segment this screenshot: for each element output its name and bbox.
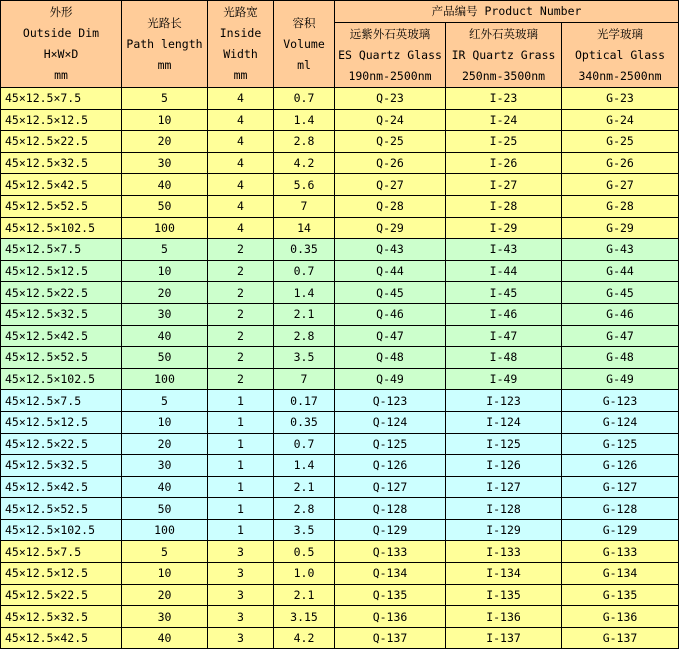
header-ir-range: 250nm-3500nm bbox=[461, 68, 546, 83]
header-dim-hwd: H×W×D bbox=[43, 47, 79, 61]
cell-optical-glass-number: G-123 bbox=[562, 390, 678, 411]
cell-outside-dim: 45×12.5×12.5 bbox=[1, 261, 121, 282]
cell-path-length: 10 bbox=[122, 412, 207, 433]
cell-volume: 0.17 bbox=[274, 390, 334, 411]
cell-inside-width: 1 bbox=[208, 520, 273, 541]
cell-path-length: 30 bbox=[122, 606, 207, 627]
cell-path-length: 100 bbox=[122, 520, 207, 541]
cell-es-quartz-number: Q-43 bbox=[335, 239, 445, 260]
table-row bbox=[1, 390, 678, 411]
cell-es-quartz-number: Q-129 bbox=[335, 520, 445, 541]
cell-outside-dim: 45×12.5×22.5 bbox=[1, 585, 121, 606]
header-ir-cn: 红外石英玻璃 bbox=[469, 26, 538, 41]
table-row bbox=[1, 261, 678, 282]
header-path-cn: 光路长 bbox=[147, 15, 182, 30]
header-outside-dim bbox=[1, 1, 121, 87]
table-row bbox=[1, 585, 678, 606]
table-row bbox=[1, 477, 678, 498]
cell-inside-width: 4 bbox=[208, 88, 273, 109]
table-row bbox=[1, 282, 678, 303]
cell-inside-width: 4 bbox=[208, 131, 273, 152]
cell-inside-width: 2 bbox=[208, 261, 273, 282]
cell-outside-dim: 45×12.5×32.5 bbox=[1, 606, 121, 627]
header-volume-en: Volume bbox=[283, 36, 325, 51]
cell-ir-quartz-number: I-124 bbox=[446, 412, 561, 433]
table-row bbox=[1, 131, 678, 152]
table-row bbox=[1, 606, 678, 627]
cell-path-length: 20 bbox=[122, 131, 207, 152]
table-row bbox=[1, 196, 678, 217]
cell-optical-glass-number: G-44 bbox=[562, 261, 678, 282]
cell-outside-dim: 45×12.5×22.5 bbox=[1, 434, 121, 455]
cell-inside-width: 2 bbox=[208, 239, 273, 260]
header-es-quartz bbox=[335, 23, 445, 87]
table-row bbox=[1, 541, 678, 562]
cell-volume: 1.4 bbox=[274, 110, 334, 131]
cell-path-length: 40 bbox=[122, 326, 207, 347]
cell-ir-quartz-number: I-49 bbox=[446, 369, 561, 390]
cell-optical-glass-number: G-45 bbox=[562, 282, 678, 303]
cell-optical-glass-number: G-29 bbox=[562, 218, 678, 239]
cell-optical-glass-number: G-126 bbox=[562, 455, 678, 476]
cell-path-length: 20 bbox=[122, 282, 207, 303]
cell-volume: 1.4 bbox=[274, 455, 334, 476]
cell-path-length: 100 bbox=[122, 369, 207, 390]
cell-path-length: 10 bbox=[122, 110, 207, 131]
table-row bbox=[1, 498, 678, 519]
cell-outside-dim: 45×12.5×12.5 bbox=[1, 110, 121, 131]
cell-es-quartz-number: Q-126 bbox=[335, 455, 445, 476]
cell-optical-glass-number: G-24 bbox=[562, 110, 678, 131]
cell-ir-quartz-number: I-137 bbox=[446, 628, 561, 649]
cell-es-quartz-number: Q-49 bbox=[335, 369, 445, 390]
cell-path-length: 30 bbox=[122, 455, 207, 476]
cell-es-quartz-number: Q-128 bbox=[335, 498, 445, 519]
table-row bbox=[1, 239, 678, 260]
cell-ir-quartz-number: I-45 bbox=[446, 282, 561, 303]
header-optical-glass bbox=[562, 23, 678, 87]
cell-outside-dim: 45×12.5×12.5 bbox=[1, 412, 121, 433]
table-row bbox=[1, 174, 678, 195]
table-row bbox=[1, 563, 678, 584]
cell-inside-width: 2 bbox=[208, 347, 273, 368]
cell-ir-quartz-number: I-27 bbox=[446, 174, 561, 195]
cell-ir-quartz-number: I-26 bbox=[446, 153, 561, 174]
cell-ir-quartz-number: I-127 bbox=[446, 477, 561, 498]
cell-path-length: 5 bbox=[122, 390, 207, 411]
cell-volume: 3.5 bbox=[274, 347, 334, 368]
cell-inside-width: 1 bbox=[208, 390, 273, 411]
cell-optical-glass-number: G-128 bbox=[562, 498, 678, 519]
cell-volume: 14 bbox=[274, 218, 334, 239]
cell-outside-dim: 45×12.5×22.5 bbox=[1, 282, 121, 303]
cell-es-quartz-number: Q-134 bbox=[335, 563, 445, 584]
cell-outside-dim: 45×12.5×52.5 bbox=[1, 498, 121, 519]
cell-optical-glass-number: G-49 bbox=[562, 369, 678, 390]
cell-inside-width: 2 bbox=[208, 326, 273, 347]
cell-outside-dim: 45×12.5×52.5 bbox=[1, 196, 121, 217]
cell-volume: 3.15 bbox=[274, 606, 334, 627]
cell-volume: 0.5 bbox=[274, 541, 334, 562]
cell-inside-width: 3 bbox=[208, 606, 273, 627]
cell-outside-dim: 45×12.5×102.5 bbox=[1, 218, 121, 239]
cell-es-quartz-number: Q-29 bbox=[335, 218, 445, 239]
cell-outside-dim: 45×12.5×7.5 bbox=[1, 390, 121, 411]
cell-ir-quartz-number: I-23 bbox=[446, 88, 561, 109]
cell-ir-quartz-number: I-48 bbox=[446, 347, 561, 368]
cell-path-length: 20 bbox=[122, 585, 207, 606]
cell-ir-quartz-number: I-133 bbox=[446, 541, 561, 562]
cell-path-length: 30 bbox=[122, 153, 207, 174]
cell-es-quartz-number: Q-136 bbox=[335, 606, 445, 627]
table-row bbox=[1, 628, 678, 649]
cell-inside-width: 3 bbox=[208, 628, 273, 649]
header-optical-cn: 光学玻璃 bbox=[597, 26, 643, 41]
cell-outside-dim: 45×12.5×32.5 bbox=[1, 455, 121, 476]
cell-path-length: 40 bbox=[122, 174, 207, 195]
cell-outside-dim: 45×12.5×7.5 bbox=[1, 541, 121, 562]
cell-ir-quartz-number: I-129 bbox=[446, 520, 561, 541]
cell-es-quartz-number: Q-46 bbox=[335, 304, 445, 325]
cell-es-quartz-number: Q-23 bbox=[335, 88, 445, 109]
cell-optical-glass-number: G-23 bbox=[562, 88, 678, 109]
cell-ir-quartz-number: I-128 bbox=[446, 498, 561, 519]
cell-outside-dim: 45×12.5×42.5 bbox=[1, 477, 121, 498]
cell-ir-quartz-number: I-43 bbox=[446, 239, 561, 260]
cell-inside-width: 4 bbox=[208, 196, 273, 217]
cell-es-quartz-number: Q-24 bbox=[335, 110, 445, 131]
cell-es-quartz-number: Q-28 bbox=[335, 196, 445, 217]
cell-path-length: 30 bbox=[122, 304, 207, 325]
cell-optical-glass-number: G-48 bbox=[562, 347, 678, 368]
header-inside-cn: 光路宽 bbox=[223, 5, 258, 19]
cell-es-quartz-number: Q-137 bbox=[335, 628, 445, 649]
table-row bbox=[1, 218, 678, 239]
cell-volume: 1.4 bbox=[274, 282, 334, 303]
cell-inside-width: 4 bbox=[208, 153, 273, 174]
cell-outside-dim: 45×12.5×42.5 bbox=[1, 326, 121, 347]
cell-es-quartz-number: Q-44 bbox=[335, 261, 445, 282]
cell-es-quartz-number: Q-124 bbox=[335, 412, 445, 433]
cell-ir-quartz-number: I-24 bbox=[446, 110, 561, 131]
cell-outside-dim: 45×12.5×12.5 bbox=[1, 563, 121, 584]
header-optical-en: Optical Glass bbox=[575, 47, 666, 62]
cell-es-quartz-number: Q-48 bbox=[335, 347, 445, 368]
cell-inside-width: 1 bbox=[208, 477, 273, 498]
cell-path-length: 5 bbox=[122, 88, 207, 109]
cell-path-length: 5 bbox=[122, 541, 207, 562]
table-row bbox=[1, 153, 678, 174]
cell-inside-width: 4 bbox=[208, 110, 273, 131]
cell-es-quartz-number: Q-125 bbox=[335, 434, 445, 455]
cell-optical-glass-number: G-133 bbox=[562, 541, 678, 562]
cell-optical-glass-number: G-125 bbox=[562, 434, 678, 455]
cell-inside-width: 4 bbox=[208, 218, 273, 239]
cell-volume: 5.6 bbox=[274, 174, 334, 195]
table-row bbox=[1, 326, 678, 347]
cell-volume: 0.7 bbox=[274, 434, 334, 455]
header-volume-cn: 容积 bbox=[292, 15, 316, 30]
header-inside-width bbox=[208, 1, 273, 87]
cell-volume: 0.7 bbox=[274, 88, 334, 109]
header-path-unit: mm bbox=[157, 57, 172, 72]
table-row bbox=[1, 412, 678, 433]
cell-ir-quartz-number: I-125 bbox=[446, 434, 561, 455]
cell-volume: 7 bbox=[274, 369, 334, 390]
cell-outside-dim: 45×12.5×42.5 bbox=[1, 174, 121, 195]
table-row bbox=[1, 347, 678, 368]
table-row bbox=[1, 369, 678, 390]
table-row bbox=[1, 434, 678, 455]
cell-es-quartz-number: Q-133 bbox=[335, 541, 445, 562]
cell-path-length: 40 bbox=[122, 477, 207, 498]
header-path-length bbox=[122, 1, 207, 87]
header-ir-en: IR Quartz Grass bbox=[451, 47, 556, 62]
cell-ir-quartz-number: I-46 bbox=[446, 304, 561, 325]
cell-optical-glass-number: G-26 bbox=[562, 153, 678, 174]
cell-ir-quartz-number: I-126 bbox=[446, 455, 561, 476]
cell-path-length: 10 bbox=[122, 563, 207, 584]
cell-volume: 0.35 bbox=[274, 412, 334, 433]
cell-volume: 0.7 bbox=[274, 261, 334, 282]
cell-optical-glass-number: G-134 bbox=[562, 563, 678, 584]
cell-optical-glass-number: G-27 bbox=[562, 174, 678, 195]
cell-path-length: 50 bbox=[122, 196, 207, 217]
cell-volume: 2.1 bbox=[274, 304, 334, 325]
cell-outside-dim: 45×12.5×32.5 bbox=[1, 304, 121, 325]
cell-inside-width: 4 bbox=[208, 174, 273, 195]
cell-inside-width: 1 bbox=[208, 412, 273, 433]
header-volume bbox=[274, 1, 334, 87]
cell-es-quartz-number: Q-123 bbox=[335, 390, 445, 411]
header-ir-quartz bbox=[446, 23, 561, 87]
cell-path-length: 10 bbox=[122, 261, 207, 282]
table-row bbox=[1, 520, 678, 541]
cell-volume: 2.8 bbox=[274, 131, 334, 152]
cell-optical-glass-number: G-135 bbox=[562, 585, 678, 606]
cell-ir-quartz-number: I-123 bbox=[446, 390, 561, 411]
cell-optical-glass-number: G-127 bbox=[562, 477, 678, 498]
cell-ir-quartz-number: I-44 bbox=[446, 261, 561, 282]
cell-path-length: 40 bbox=[122, 628, 207, 649]
cell-volume: 1.0 bbox=[274, 563, 334, 584]
cell-path-length: 5 bbox=[122, 239, 207, 260]
header-optical-range: 340nm-2500nm bbox=[578, 68, 662, 83]
cell-volume: 7 bbox=[274, 196, 334, 217]
cell-outside-dim: 45×12.5×102.5 bbox=[1, 369, 121, 390]
cell-es-quartz-number: Q-47 bbox=[335, 326, 445, 347]
cell-volume: 4.2 bbox=[274, 628, 334, 649]
cell-volume: 2.1 bbox=[274, 585, 334, 606]
cell-volume: 0.35 bbox=[274, 239, 334, 260]
cell-es-quartz-number: Q-26 bbox=[335, 153, 445, 174]
cell-inside-width: 2 bbox=[208, 369, 273, 390]
cell-outside-dim: 45×12.5×7.5 bbox=[1, 239, 121, 260]
cell-ir-quartz-number: I-28 bbox=[446, 196, 561, 217]
cell-path-length: 20 bbox=[122, 434, 207, 455]
cell-optical-glass-number: G-129 bbox=[562, 520, 678, 541]
cell-optical-glass-number: G-136 bbox=[562, 606, 678, 627]
header-es-en: ES Quartz Glass bbox=[338, 47, 442, 62]
cell-inside-width: 2 bbox=[208, 304, 273, 325]
cell-outside-dim: 45×12.5×7.5 bbox=[1, 88, 121, 109]
cell-outside-dim: 45×12.5×42.5 bbox=[1, 628, 121, 649]
cell-inside-width: 1 bbox=[208, 498, 273, 519]
cell-ir-quartz-number: I-135 bbox=[446, 585, 561, 606]
cell-inside-width: 1 bbox=[208, 455, 273, 476]
cell-optical-glass-number: G-43 bbox=[562, 239, 678, 260]
header-inside-en: Inside bbox=[219, 26, 262, 40]
cell-ir-quartz-number: I-29 bbox=[446, 218, 561, 239]
table-row bbox=[1, 304, 678, 325]
cell-optical-glass-number: G-25 bbox=[562, 131, 678, 152]
header-dim-en: Outside Dim bbox=[22, 26, 100, 40]
table-body bbox=[1, 88, 678, 648]
cell-es-quartz-number: Q-135 bbox=[335, 585, 445, 606]
cell-optical-glass-number: G-124 bbox=[562, 412, 678, 433]
cell-ir-quartz-number: I-134 bbox=[446, 563, 561, 584]
header-es-range: 190nm-2500nm bbox=[348, 68, 432, 83]
cell-outside-dim: 45×12.5×32.5 bbox=[1, 153, 121, 174]
cell-outside-dim: 45×12.5×52.5 bbox=[1, 347, 121, 368]
header-dim-unit: mm bbox=[54, 68, 68, 82]
cell-volume: 2.8 bbox=[274, 498, 334, 519]
cell-outside-dim: 45×12.5×22.5 bbox=[1, 131, 121, 152]
cell-optical-glass-number: G-28 bbox=[562, 196, 678, 217]
cell-optical-glass-number: G-47 bbox=[562, 326, 678, 347]
cell-volume: 3.5 bbox=[274, 520, 334, 541]
table-row bbox=[1, 88, 678, 109]
header-path-en: Path length bbox=[126, 36, 203, 51]
header-es-cn: 远紫外石英玻璃 bbox=[349, 26, 431, 41]
cell-ir-quartz-number: I-47 bbox=[446, 326, 561, 347]
header-product-number: 产品编号 Product Number bbox=[335, 1, 678, 22]
cell-path-length: 100 bbox=[122, 218, 207, 239]
header-width-en: Width bbox=[223, 47, 258, 61]
cell-inside-width: 1 bbox=[208, 434, 273, 455]
header-volume-unit: ml bbox=[297, 57, 311, 72]
cell-optical-glass-number: G-137 bbox=[562, 628, 678, 649]
cell-optical-glass-number: G-46 bbox=[562, 304, 678, 325]
cell-inside-width: 2 bbox=[208, 282, 273, 303]
cell-es-quartz-number: Q-25 bbox=[335, 131, 445, 152]
cell-inside-width: 3 bbox=[208, 563, 273, 584]
cell-es-quartz-number: Q-27 bbox=[335, 174, 445, 195]
cell-ir-quartz-number: I-25 bbox=[446, 131, 561, 152]
header-dim-cn: 外形 bbox=[49, 5, 73, 19]
cell-path-length: 50 bbox=[122, 347, 207, 368]
cell-outside-dim: 45×12.5×102.5 bbox=[1, 520, 121, 541]
cell-es-quartz-number: Q-127 bbox=[335, 477, 445, 498]
cell-inside-width: 3 bbox=[208, 541, 273, 562]
cell-inside-width: 3 bbox=[208, 585, 273, 606]
cell-ir-quartz-number: I-136 bbox=[446, 606, 561, 627]
cell-volume: 4.2 bbox=[274, 153, 334, 174]
cell-volume: 2.8 bbox=[274, 326, 334, 347]
table-row bbox=[1, 110, 678, 131]
cell-volume: 2.1 bbox=[274, 477, 334, 498]
header-inside-unit: mm bbox=[233, 68, 248, 82]
cell-path-length: 50 bbox=[122, 498, 207, 519]
cell-es-quartz-number: Q-45 bbox=[335, 282, 445, 303]
table-row bbox=[1, 455, 678, 476]
